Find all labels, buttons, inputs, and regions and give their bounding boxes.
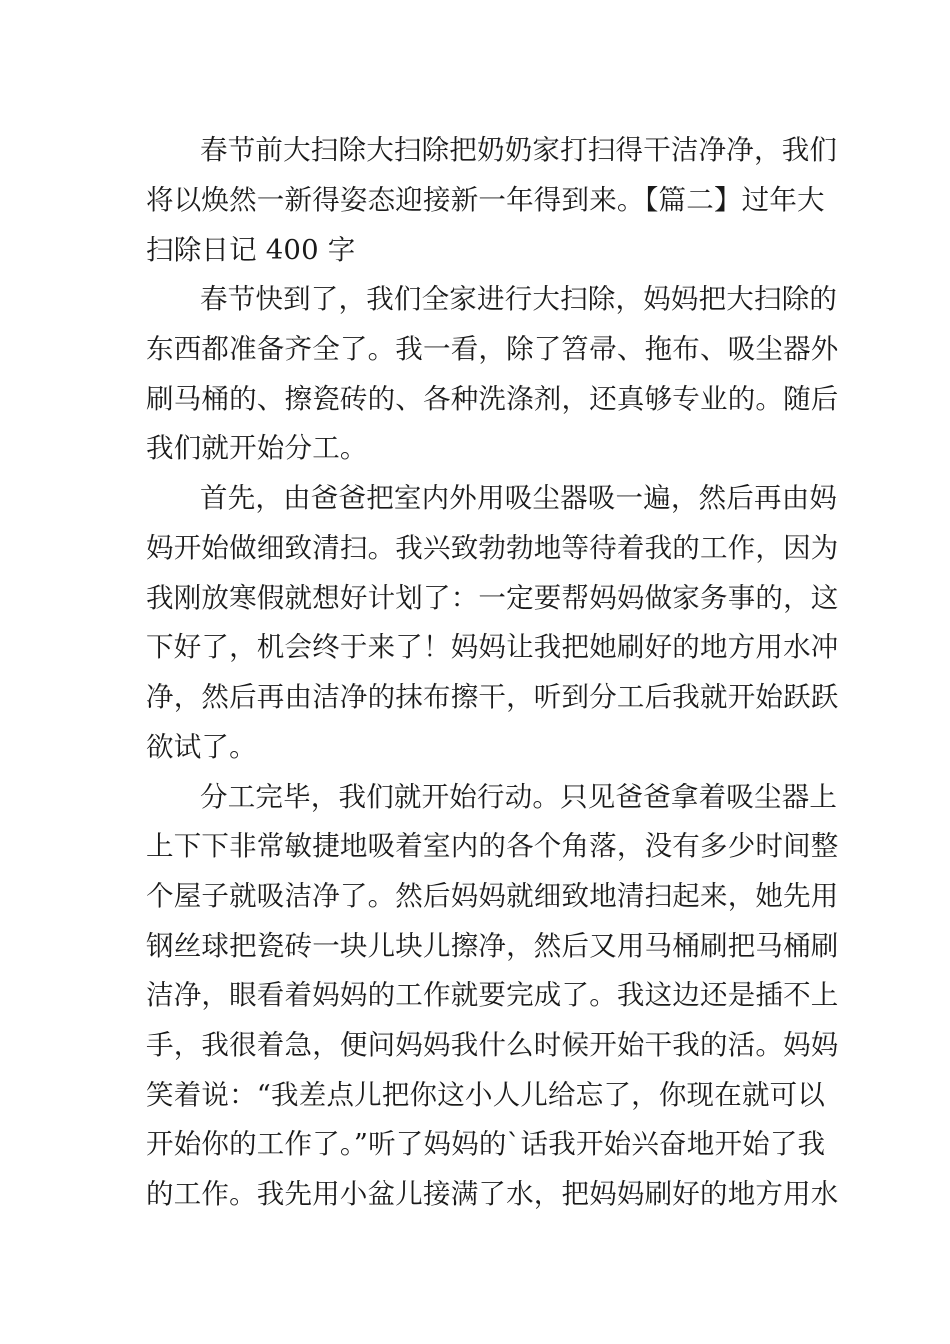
- text-line: 我们就开始分工。: [146, 432, 368, 464]
- text-line: 个屋子就吸洁净了。然后妈妈就细致地清扫起来，她先用: [146, 880, 839, 912]
- text-line: 欲试了。: [146, 731, 257, 763]
- text-line: 春节快到了，我们全家进行大扫除，妈妈把大扫除的: [200, 283, 838, 315]
- text-line: 春节前大扫除大扫除把奶奶家打扫得干洁净净，我们: [200, 134, 838, 166]
- text-line: 的工作。我先用小盆儿接满了水，把妈妈刷好的地方用水: [146, 1178, 839, 1210]
- text-line: 将以焕然一新得姿态迎接新一年得到来。【篇二】过年大: [146, 184, 825, 216]
- text-line: 下好了，机会终于来了！妈妈让我把她刷好的地方用水冲: [146, 631, 839, 663]
- text-line: 钢丝球把瓷砖一块儿块儿擦净，然后又用马桶刷把马桶刷: [146, 930, 839, 962]
- text-line: 上下下非常敏捷地吸着室内的各个角落，没有多少时间整: [146, 830, 839, 862]
- text-line: 净，然后再由洁净的抹布擦干，听到分工后我就开始跃跃: [146, 681, 839, 713]
- text-line: 刷马桶的、擦瓷砖的、各种洗涤剂，还真够专业的。随后: [146, 383, 839, 415]
- text-line: 手，我很着急，便问妈妈我什么时候开始干我的活。妈妈: [146, 1029, 839, 1061]
- text-line: 开始你的工作了。”听了妈妈的`话我开始兴奋地开始了我: [146, 1128, 826, 1160]
- text-line: 东西都准备齐全了。我一看，除了笤帚、拖布、吸尘器外: [146, 333, 839, 365]
- text-line: 我刚放寒假就想好计划了：一定要帮妈妈做家务事的，这: [146, 582, 839, 614]
- text-line: 妈开始做细致清扫。我兴致勃勃地等待着我的工作，因为: [146, 532, 839, 564]
- text-line: 扫除日记 400 字: [146, 234, 356, 266]
- text-line: 首先，由爸爸把室内外用吸尘器吸一遍，然后再由妈: [200, 482, 838, 514]
- text-line: 洁净，眼看着妈妈的工作就要完成了。我这边还是插不上: [146, 979, 839, 1011]
- text-line: 分工完毕，我们就开始行动。只见爸爸拿着吸尘器上: [200, 781, 838, 813]
- text-line: 笑着说：“我差点儿把你这小人儿给忘了，你现在就可以: [146, 1079, 826, 1111]
